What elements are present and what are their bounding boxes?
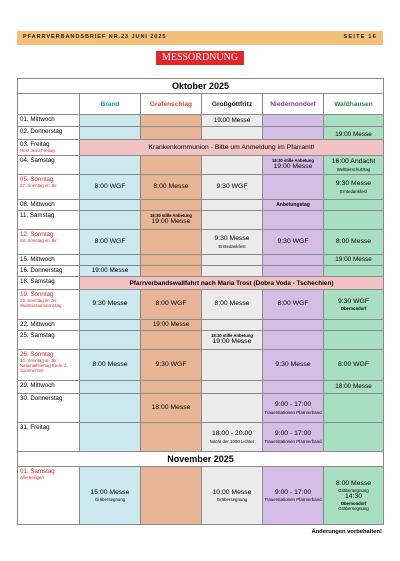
newsletter-header-band <box>17 31 383 45</box>
day-label: 02. Donnerstag <box>18 127 80 140</box>
day-label: 31. Freitag <box>18 423 80 452</box>
day-label: 22. Mittwoch <box>18 320 80 331</box>
table-row <box>18 350 384 381</box>
gross-entry: 10:00 Messe Gräbersegnung <box>202 467 263 525</box>
mass-schedule-table <box>17 78 384 525</box>
grafen-entry: 18:00 Messe <box>141 394 202 423</box>
day-label: 01. Samstag Allerheiligen <box>18 467 80 525</box>
brand-entry: 8:00 WGF <box>80 230 141 255</box>
brand-entry: 9:30 Messe <box>80 290 141 320</box>
table-row <box>18 277 384 290</box>
wald-entry: 16:00 Andacht Welttierschutztag <box>324 156 384 175</box>
day-label: 01. Mittwoch <box>18 115 80 127</box>
table-row <box>18 394 384 423</box>
table-row <box>18 331 384 350</box>
page-title: MESSORDNUNG <box>156 51 244 65</box>
changes-reserved-note: Änderungen vorbehalten! <box>311 529 382 535</box>
column-header-waldhausen: Waldhausen <box>324 94 384 115</box>
gross-entry: 18:00 - 20:00 Nacht der 1000 Lichter <box>202 423 263 452</box>
wald-entry: 19:00 Messe <box>324 127 384 140</box>
wald-entry: 8:00 WGF <box>324 350 384 381</box>
table-row <box>18 381 384 394</box>
anbetungstag-entry: Anbetungstag <box>263 200 324 211</box>
table-row <box>18 266 384 277</box>
grafen-entry: 19:00 Messe <box>141 320 202 331</box>
page-number: SEITE 16 <box>343 34 377 40</box>
newsletter-title: PFARRVERBANDSBRIEF NR.23 JUNI 2025 <box>23 34 167 40</box>
column-header-row <box>18 94 384 115</box>
empty-header-cell <box>18 94 80 115</box>
nieder-entry: 9:00 - 17:00 Trauerstationen Pfarrverband <box>263 423 324 452</box>
grafen-entry: 8:00 WGF <box>141 290 202 320</box>
table-row <box>18 175 384 200</box>
wald-entry: 8:00 Messe Gräbersegnung 14:30 Obernondorf Gräbersegnung <box>324 467 384 525</box>
brand-entry: 8:00 Messe <box>80 350 141 381</box>
table-row <box>18 255 384 266</box>
krankenkommunion-notice: Krankenkommunion - Bitte um Anmeldung im Pfarramt! <box>80 140 384 156</box>
day-label: 18. Samstag <box>18 277 80 290</box>
day-label: 05. Sonntag 27. Sonntag im Jkr. <box>18 175 80 200</box>
table-row <box>18 156 384 175</box>
column-header-brand: Brand <box>80 94 141 115</box>
day-label: 19. Sonntag 29. Sonntag im Jkr. Weltmissionssonntag <box>18 290 80 320</box>
gross-entry: 9:30 Messe Erntedankfest <box>202 230 263 255</box>
day-label: 25. Samstag <box>18 331 80 350</box>
day-label: 03. Freitag Herz Jesu Freitag <box>18 140 80 156</box>
wald-entry: 18:00 Messe <box>324 381 384 394</box>
pilgrimage-notice: Pfarrverbandswallfahrt nach Maria Trost (Dobra Voda - Tschechien) <box>80 277 384 290</box>
day-label: 16. Donnerstag <box>18 266 80 277</box>
column-header-grafenschlag: Grafenschlag <box>141 94 202 115</box>
gross-entry: 19:00 Messe <box>202 115 263 127</box>
nieder-entry: 8:00 WGF <box>263 290 324 320</box>
table-row <box>18 140 384 156</box>
month-heading-november: November 2025 <box>18 452 384 467</box>
grafen-entry: 8:00 Messe <box>141 175 202 200</box>
nieder-entry: 9:00 - 17:00 Trauerstationen Pfarrverband <box>263 467 324 525</box>
table-row <box>18 211 384 230</box>
day-label: 29. Mittwoch <box>18 381 80 394</box>
day-label: 15. Mittwoch <box>18 255 80 266</box>
grafen-entry: 9:30 WGF <box>141 350 202 381</box>
nieder-entry: 9:30 WGF <box>263 230 324 255</box>
brand-entry: 8:00 WGF <box>80 175 141 200</box>
day-label: 04. Samstag <box>18 156 80 175</box>
table-row <box>18 467 384 525</box>
table-row <box>18 423 384 452</box>
gross-entry: 18:30 stille Anbetung 19:00 Messe <box>202 331 263 350</box>
brand-entry: 19:00 Messe <box>80 266 141 277</box>
wald-entry: 9:30 Messe Erntedankfest <box>324 175 384 200</box>
table-row <box>18 127 384 140</box>
table-row <box>18 115 384 127</box>
wald-entry: 8:00 Messe <box>324 230 384 255</box>
nieder-entry: 9:00 - 17:00 Trauerstationen Pfarrverband <box>263 394 324 423</box>
gross-entry: 8:00 Messe <box>202 290 263 320</box>
brand-entry: 15:00 Messe Gräbersegnung <box>80 467 141 525</box>
column-header-niedernondorf: Niedernondorf <box>263 94 324 115</box>
nieder-entry: 9:30 Messe <box>263 350 324 381</box>
gross-entry: 9:30 WGF <box>202 175 263 200</box>
wald-entry: 9:30 WGF Obernondorf <box>324 290 384 320</box>
day-label: 26. Sonntag 30. Sonntag im Jkr. Nationalfeiertag Ende d. Sommerzeit <box>18 350 80 381</box>
table-row <box>18 320 384 331</box>
table-row <box>18 200 384 211</box>
grafen-entry: 18:30 stille Anbetung 19:00 Messe <box>141 211 202 230</box>
month-heading-october: Oktober 2025 <box>18 79 384 94</box>
wald-entry: 19:00 Messe <box>324 255 384 266</box>
day-label: 11. Samstag <box>18 211 80 230</box>
table-row <box>18 230 384 255</box>
table-row <box>18 290 384 320</box>
day-label: 12. Sonntag 28. Sonntag im Jkr. <box>18 230 80 255</box>
day-label: 30. Donnerstag <box>18 394 80 423</box>
nieder-entry: 18:30 stille Anbetung 19:00 Messe <box>263 156 324 175</box>
day-label: 08. Mittwoch <box>18 200 80 211</box>
column-header-grossgoettfritz: Großgöttfritz <box>202 94 263 115</box>
